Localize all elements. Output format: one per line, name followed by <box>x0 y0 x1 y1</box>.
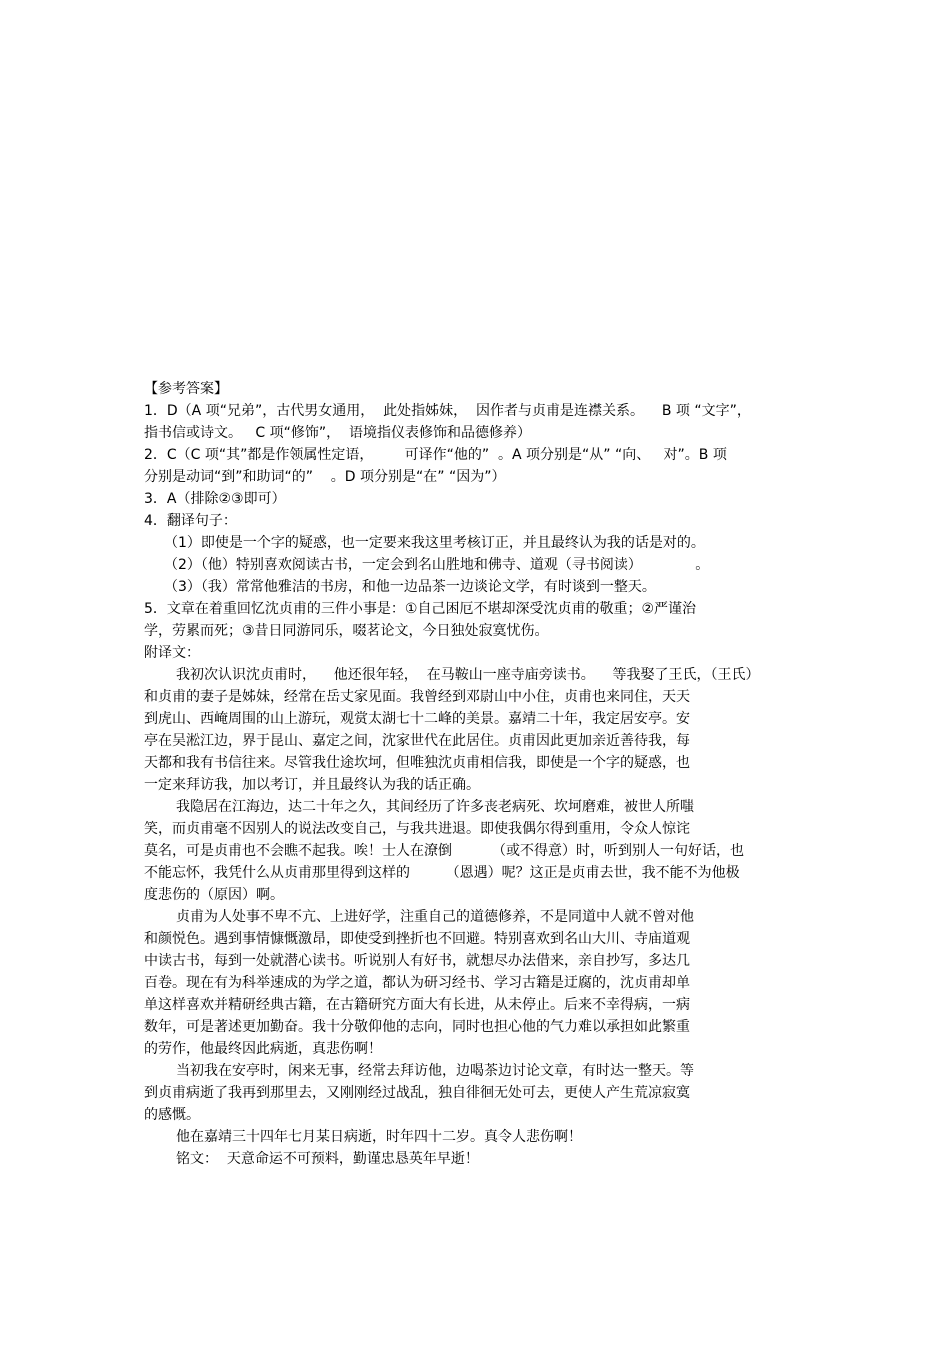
answer-4-item-2: （2）（他）特别喜欢阅读古书，一定会到名山胜地和佛寺、道观（寻书阅读） 。 <box>164 557 710 573</box>
translation-line: 一定来拜访我，加以考订，并且最终认为我的话正确。 <box>144 777 480 793</box>
translation-line: 不能忘怀，我凭什么从贞甫那里得到这样的 （恩遇）呢？这正是贞甫去世，我不能不为他极 <box>144 865 740 881</box>
answer-3-line-1: 3．A（排除②③即可） <box>144 491 286 507</box>
translation-line: 到贞甫病逝了我再到那里去，又刚刚经过战乱，独自徘徊无处可去，更使人产生荒凉寂寞 <box>144 1085 690 1101</box>
translation-line: 他在嘉靖三十四年七月某日病逝，时年四十二岁。真令人悲伤啊！ <box>176 1129 582 1145</box>
translation-line: 和贞甫的妻子是姊妹，经常在岳丈家见面。我曾经到邓尉山中小住，贞甫也来同住，天天 <box>144 689 690 705</box>
translation-line: 的感慨。 <box>144 1107 200 1123</box>
answer-2-line-2: 分别是动词“到”和助词“的” 。D 项分别是“在” “因为”） <box>144 469 506 485</box>
translation-line: 当初我在安亭时，闲来无事，经常去拜访他，边喝茶边讨论文章，有时达一整天。等 <box>176 1063 694 1079</box>
translation-line: 亭在吴淞江边，界于昆山、嘉定之间，沈家世代在此居住。贞甫因此更加亲近善待我，每 <box>144 733 690 749</box>
translation-line: 中读古书，每到一处就潜心读书。听说别人有好书，就想尽办法借来，亲自抄写，多达几 <box>144 953 690 969</box>
translation-line: 和颜悦色。遇到事情慷慨激昂，即使受到挫折也不回避。特别喜欢到名山大川、寺庙道观 <box>144 931 690 947</box>
answer-1-line-1: 1．D（A 项“兄弟”，古代男女通用， 此处指姊妹， 因作者与贞甫是连襟关系。 B 项 “文字”， <box>144 403 751 419</box>
translation-line: 到虎山、西崦周围的山上游玩，观赏太湖七十二峰的美景。嘉靖二十年，我定居安亭。安 <box>144 711 690 727</box>
answer-4-line-1: 4．翻译句子： <box>144 513 237 529</box>
answer-1-line-2: 指书信或诗文。 C 项“修饰”， 语境指仪表修饰和品德修养） <box>144 425 531 441</box>
translation-line: 的劳作，他最终因此病逝，真悲伤啊！ <box>144 1041 382 1057</box>
answer-5-line-2: 学，劳累而死；③昔日同游同乐，啜茗论文，今日独处寂寞忧伤。 <box>144 623 549 639</box>
translation-line: 度悲伤的（原因）啊。 <box>144 887 284 903</box>
answer-5-line-1: 5．文章在着重回忆沈贞甫的三件小事是：①自己困厄不堪却深受沈贞甫的敬重；②严谨治 <box>144 601 697 617</box>
translation-line: 数年，可是著述更加勤奋。我十分敬仰他的志向，同时也担心他的气力难以承担如此繁重 <box>144 1019 690 1035</box>
translation-heading: 附译文： <box>144 645 200 661</box>
answer-4-item-3: （3）（我）常常他雅洁的书房，和他一边品茶一边谈论文学，有时谈到一整天。 <box>164 579 656 595</box>
translation-line: 天都和我有书信往来。尽管我仕途坎坷，但唯独沈贞甫相信我，即使是一个字的疑惑，也 <box>144 755 690 771</box>
translation-line: 莫名，可是贞甫也不会瞧不起我。唉！士人在潦倒 （或不得意）时，听到别人一句好话，也 <box>144 843 745 859</box>
translation-line: 百卷。现在有为科举速成的为学之道，都认为研习经书、学习古籍是迂腐的，沈贞甫却单 <box>144 975 690 991</box>
inscription-line: 铭文： 天意命运不可预料，勤谨忠恳英年早逝！ <box>176 1151 479 1167</box>
translation-line: 贞甫为人处事不卑不亢、上进好学，注重自己的道德修养，不是同道中人就不曾对他 <box>176 909 694 925</box>
translation-line: 我隐居在江海边，达二十年之久，其间经历了许多丧老病死、坎坷磨难，被世人所嗤 <box>176 799 694 815</box>
answer-4-item-1: （1）即使是一个字的疑惑，也一定要来我这里考核订正，并且最终认为我的话是对的。 <box>164 535 705 551</box>
translation-line: 笑，而贞甫毫不因别人的说法改变自己，与我共进退。即使我偶尔得到重用，令众人惊诧 <box>144 821 690 837</box>
answers-heading: 【参考答案】 <box>144 381 228 397</box>
answer-2-line-1: 2．C（C 项“其”都是作领属性定语， 可译作“他的” 。A 项分别是“从” “向、 对”。B 项 <box>144 447 727 463</box>
translation-line: 我初次认识沈贞甫时， 他还很年轻， 在马鞍山一座寺庙旁读书。 等我娶了王氏，（王氏） <box>176 667 760 683</box>
translation-line: 单这样喜欢并精研经典古籍，在古籍研究方面大有长进，从未停止。后来不幸得病，一病 <box>144 997 690 1013</box>
